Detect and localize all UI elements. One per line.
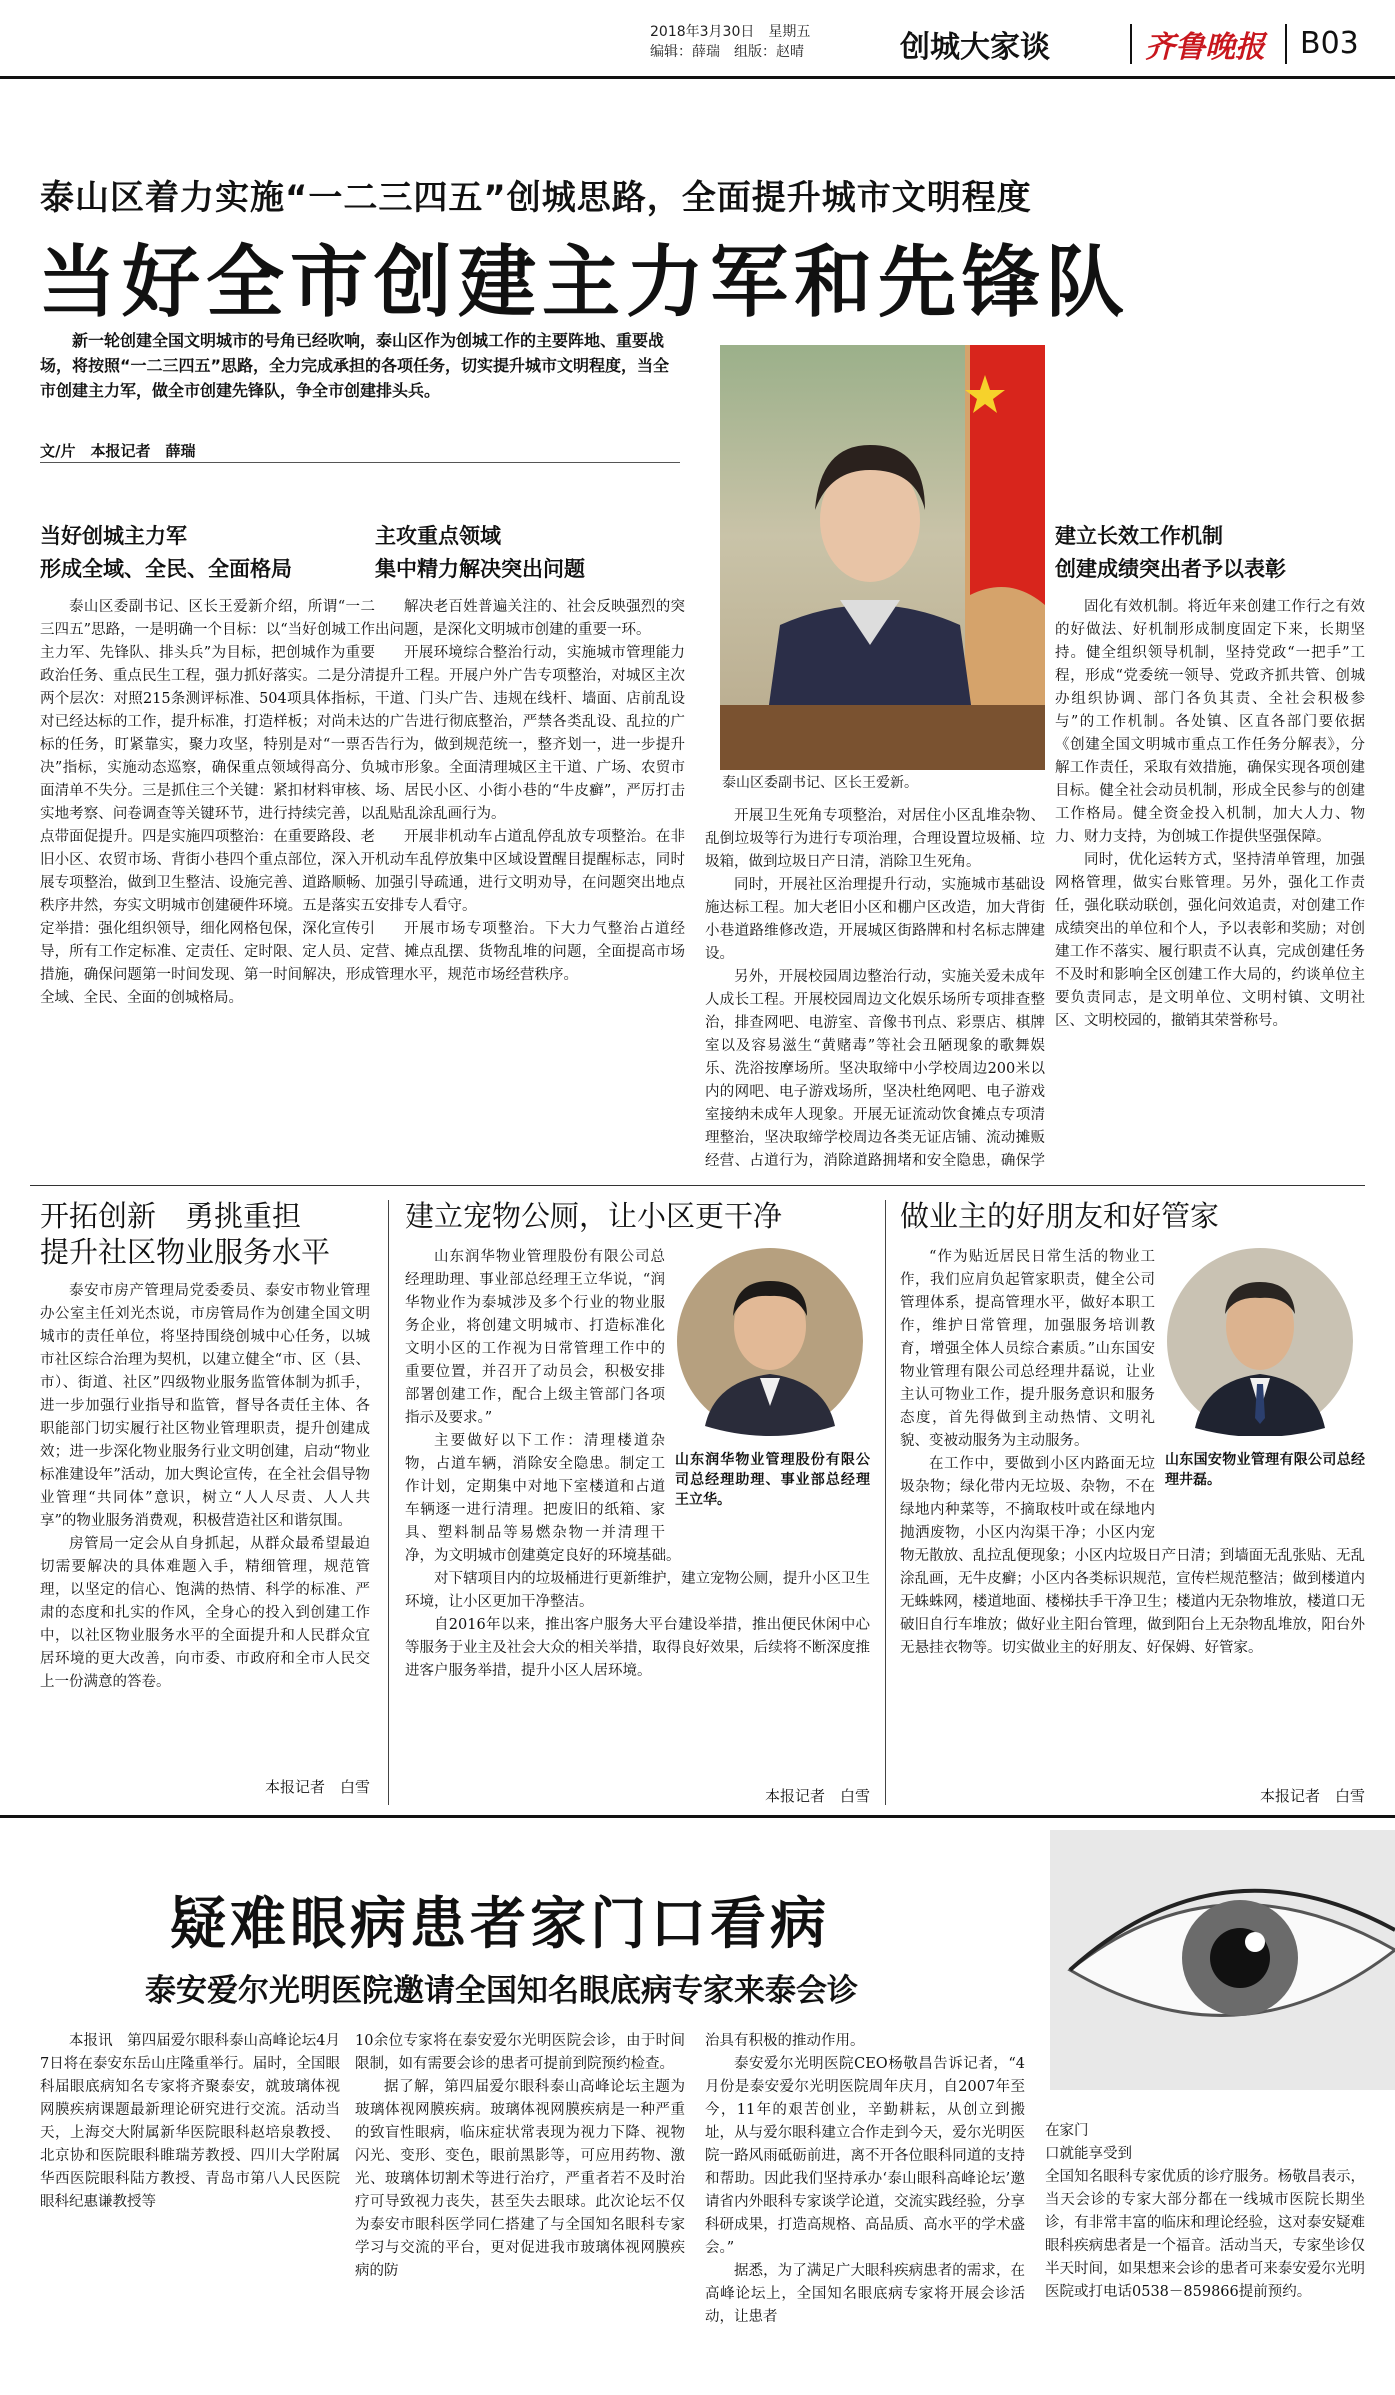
section-3-subtitle: 创建成绩突出者予以表彰 — [1055, 557, 1286, 581]
paragraph: 据悉，为了满足广大眼科疾病患者的需求，在高峰论坛上，全国知名眼底病专家将开展会诊活动，让患者 — [705, 2263, 1025, 2325]
photo-5-block — [675, 1246, 870, 1526]
section-4 — [40, 1198, 370, 1797]
page-number: B03 — [1300, 26, 1359, 61]
paragraph: 另外，开展校园周边整治行动，实施关爱未成年人成长工程。开展校园周边文化娱乐场所专项排查整治，排查网吧、电游室、音像书刊点、彩票店、棋牌室以及容易滋生“黄赌毒”等社会丑陋现象的歌舞娱乐、洗浴按摩场所。坚决取缔中小学校周边200米以内的网吧、电子游戏场所，坚决杜绝网吧、电子游戏室接纳未成年人现象。开展无证流动饮食摊点专项清理整治，坚决取缔学校周边各类无证店铺、流动摊贩经营、占道行为，消除道路拥堵和安全隐患，确保学 — [705, 969, 1045, 1169]
paragraph: 房管局一定会从自身抓起，从群众最希望最迫切需要解决的具体难题入手，精细管理，规范管理，以坚定的信心、饱满的热情、科学的标准、严肃的态度和扎实的作风，全身心的投入到创建工作中，以社区物业服务水平的全面提升和人民群众宜居环境的更大改善，向市委、市政府和全市人民交上一份满意的答卷。 — [40, 1536, 370, 1690]
paragraph: 开展市场专项整治。下大力气整治占道经营、摊点乱摆、货物乱堆的问题，全面提高市场管理水平，规范市场经营秩序。 — [375, 921, 685, 983]
lead-paragraph: 新一轮创建全国文明城市的号角已经吹响，泰山区作为创城工作的主要阵地、重要战场，将按照“一二三四五”思路，全力完成承担的各项任务，切实提升城市文明程度，当全市创建主力军，做全市创建先锋队，争全市创建排头兵。 — [40, 331, 670, 400]
section-6-body — [900, 1246, 1365, 1781]
header-divider — [1285, 24, 1287, 64]
paragraph: 解决老百姓普遍关注的、社会反映强烈的突出问题，是深化文明城市创建的重要一环。 — [375, 599, 685, 638]
header-date: 2018年3月30日 星期五 — [650, 24, 811, 40]
paragraph: 固化有效机制。将近年来创建工作行之有效的好做法、好机制形成制度固定下来，长期坚持。健全组织领导机制，坚持党政“一把手”工程，形成“党委统一领导、党政齐抓共管、创城办组织协调、部门各负其责、全社会积极参与”的工作机制。各处镇、区直各部门要依据《创建全国文明城市重点工作任务分解表》，分解工作责任，采取有效措施，确保实现各项创建目标。健全社会动员机制，形成全民参与的创建工作格局。健全资金投入机制，加大人力、物力、财力支持，为创城工作提供坚强保障。 — [1055, 599, 1365, 845]
paragraph: 10余位专家将在泰安爱尔光明医院会诊，由于时间限制，如有需要会诊的患者可提前到院预约检查。 — [355, 2033, 685, 2072]
paragraph: 据了解，第四届爱尔眼科泰山高峰论坛主题为玻璃体视网膜疾病。玻璃体视网膜疾病是一种严重的致盲性眼病，临床症状常表现为视力下降、视物闪光、变形、变色，眼前黑影等，可应用药物、激光、玻璃体切割术等进行治疗，严重者若不及时治疗可导致视力丧失，甚至失去眼球。此次论坛不仅为泰安市眼科医学同仁搭建了与全国知名眼科专家学习与交流的平台，更对促进我市玻璃体视网膜疾病的防 — [355, 2079, 685, 2279]
section-2-subtitle: 集中精力解决突出问题 — [375, 557, 585, 581]
paragraph: 全国知名眼科专家优质的诊疗服务。杨敬昌表示，当天会诊的专家大部分都在一线城市医院长期坐诊，有非常丰富的临床和理论经验，这对泰安疑难眼科疾病患者是一个福音。活动当天，专家坐诊仅半天时间，如果想来会诊的患者可来泰安爱尔光明医院或打电话0538－859866提前预约。 — [1045, 2169, 1365, 2300]
section-5 — [405, 1198, 870, 1806]
header-date-block — [650, 22, 810, 62]
paragraph: 自2016年以来，推出客户服务大平台建设举措，推出便民休闲中心等服务于业主及社会大众的相关举措，取得良好效果，后续将不断深度推进客户服务举措，提升小区人居环境。 — [405, 1617, 870, 1679]
headline-title: 当好全市创建主力军和先锋队 — [38, 238, 1131, 328]
paragraph: 治具有积极的推动作用。 — [705, 2033, 865, 2049]
section-4-signature: 本报记者 白雪 — [264, 1778, 370, 1796]
section-1-body — [40, 596, 375, 1010]
section-6-title: 做业主的好朋友和好管家 — [900, 1199, 1220, 1233]
section-2-body — [375, 596, 685, 1246]
headline-kicker: 泰山区着力实施“一二三四五”创城思路，全面提升城市文明程度 — [40, 178, 1032, 218]
section-1-title: 当好创城主力军 — [40, 524, 187, 548]
eye-icon — [1050, 1830, 1395, 2090]
section-2 — [375, 520, 685, 1246]
paragraph: 同时，优化运转方式，坚持清单管理，加强网格管理，做实台账管理。另外，强化工作责任，强化联动联创，强化问效追责，对创建工作成绩突出的单位和个人，予以表彰和奖励；对创建工作不落实、履行职责不认真，完成创建任务不及时和影响全区创建工作大局的，约谈单位主要负责同志，是文明单位、文明村镇、文明社区、文明校园的，撤销其荣誉称号。 — [1055, 852, 1365, 1029]
paragraph: 山东润华物业管理股份有限公司总经理助理、事业部总经理王立华说，“润华物业作为泰城涉及多个行业的物业服务企业，将创建文明城市、打造标准化文明小区的工作视为日常管理工作中的重要位置，并召开了动员会，积极安排部署创建工作，配合上级主管部门各项指示及要求。” — [405, 1249, 665, 1426]
paragraph: 同时，开展社区治理提升行动，实施城市基础设施达标工程。加大老旧小区和棚户区改造，加大背街小巷道路维修改造，开展城区街路牌和村名标志牌建设。 — [705, 877, 1045, 962]
ad-col4-line1: 在家门 — [1045, 2123, 1089, 2139]
photo-5-caption: 山东润华物业管理股份有限公司总经理助理、事业部总经理王立华。 — [675, 1452, 870, 1508]
paragraph: 泰安爱尔光明医院CEO杨敬昌告诉记者，“4月份是泰安爱尔光明医院周年庆月，自2007年至今，11年的艰苦创业，辛勤耕耘，从创立到搬址，从与爱尔眼科建立合作走到今天，爱尔光明医院一路风雨砥砺前进，离不开各位眼科同道的支持和帮助。因此我们坚持承办‘泰山眼科高峰论坛’邀请省内外眼科专家谈学论道，交流实践经验，分享科研成果，打造高规格、高品质、高水平的学术盛会。” — [705, 2056, 1025, 2256]
section-5-body — [405, 1246, 870, 1781]
paragraph: 对下辖项目内的垃圾桶进行更新维护，建立宠物公厕，提升小区卫生环境，让小区更加干净整洁。 — [405, 1571, 870, 1610]
section-6-signature: 本报记者 白雪 — [1259, 1787, 1365, 1805]
photo-6-block — [1165, 1246, 1365, 1526]
ad-column-2 — [355, 2030, 685, 2370]
section-4-body — [40, 1280, 370, 1770]
section-4-subtitle: 提升社区物业服务水平 — [40, 1235, 331, 1269]
section-5-title: 建立宠物公厕，让小区更干净 — [405, 1199, 783, 1233]
ad-subtitle: 泰安爱尔光明医院邀请全国知名眼底病专家来泰会诊 — [145, 1973, 858, 2009]
section-5-signature: 本报记者 白雪 — [764, 1787, 870, 1805]
section-2-title: 主攻重点领域 — [375, 524, 501, 548]
section-1 — [40, 520, 375, 1010]
section-1-subtitle: 形成全域、全民、全面格局 — [40, 557, 292, 581]
section-2-continued — [705, 805, 1045, 1175]
section-6 — [900, 1198, 1365, 1806]
ad-column-1 — [40, 2030, 340, 2214]
paragraph: 开展环境综合整治行动，实施城市管理能力提升工程。开展户外广告专项整治，对城区主次干道、门头广告、违规在线杆、墙面、店前乱设的广告进行彻底整治，严禁各类乱设、乱拉的广告行为，做到规范统一，整齐划一，进一步提升城市形象。全面清理城区主干道、广场、农贸市场、居民小区、小街小巷的“牛皮癣”，严厉打击乱贴乱涂乱画行为。 — [375, 645, 685, 822]
paragraph: 本报讯 第四届爱尔眼科泰山高峰论坛4月7日将在泰安东岳山庄隆重举行。届时，全国眼科届眼底病知名专家将齐聚泰安，就玻璃体视网膜疾病课题最新理论研究进行交流。活动当天，上海交大附属新华医院眼科赵培泉教授、北京协和医院眼科睢瑞芳教授、四川大学附属华西医院眼科陆方教授、青岛市第八人民医院眼科纪惠谦教授等 — [40, 2033, 340, 2210]
section-3-title: 建立长效工作机制 — [1055, 524, 1223, 548]
header-editors: 编辑：薛瑞 组版：赵晴 — [650, 44, 804, 60]
section-3 — [1055, 520, 1365, 1196]
portrait-illustration — [720, 345, 1045, 770]
section-4-title: 开拓创新 勇挑重担 — [40, 1199, 302, 1233]
header-divider — [1130, 24, 1132, 64]
paragraph: 泰安市房产管理局党委委员、泰安市物业管理办公室主任刘光杰说，市房管局作为创建全国文明城市的责任单位，将坚持围绕创城中心任务，以城市社区综合治理为契机，以建立健全“市、区（县、市）、街道、社区”四级物业服务监管体制为抓手，进一步加强行业指导和监管，督导各责任主体、各职能部门切实履行社区物业管理职责，提升创建成效；进一步深化物业服务行业文明创建，启动“物业标准建设年”活动，加大舆论宣传，在全社会倡导物业管理“共同体”意识，树立“人人尽责、人人共享”的物业服务消费观，积极营造社区和谐氛围。 — [40, 1283, 370, 1529]
byline: 文/片 本报记者 薛瑞 — [40, 442, 196, 460]
photo-manager-wang — [675, 1246, 865, 1436]
column-rule — [885, 1200, 886, 1805]
paragraph: 泰山区委副书记、区长王爱新介绍，所谓“一二三四五”思路，一是明确一个目标：以“当好创城工作主力军、先锋队、排头兵”为目标，把创城作为重要政治任务、重点民生工程，强力抓好落实。二是分清两个层次：对照215条测评标准、504项具体指标，对已经达标的工作，提升标准，打造样板；对尚未达标的任务，盯紧靠实，聚力攻坚，特别是对“一票否决”指标，实施动态巡察，确保重点领域得高分、负面清单不失分。三是抓住三个关键：紧扣材料审核、实地考察、问卷调查等关键环节，进行持续完善，以点带面促提升。四是实施四项整治：在重要路段、老旧小区、农贸市场、背街小巷四个重点部位，深入开展专项整治，做到卫生整洁、设施完善、道路顺畅、秩序井然，夯实文明城市创建硬件环境。五是落实五定举措：强化组织领导，细化网格包保，深化宣传引导，所有工作定标准、定责任、定时限、定人员、定措施，确保问题第一时间发现、第一时间解决，形成全域、全民、全面的创城格局。 — [40, 599, 375, 1006]
ad-column-3 — [705, 2030, 1025, 2370]
photo-district-head — [720, 345, 1045, 770]
eye-illustration — [1050, 1830, 1395, 2090]
column-title: 创城大家谈 — [900, 30, 1050, 65]
section-3-body — [1055, 596, 1365, 1196]
paragraph: 开展卫生死角专项整治，对居住小区乱堆杂物、乱倒垃圾等行为进行专项治理，合理设置垃圾桶、垃圾箱，做到垃圾日产日清，消除卫生死角。 — [705, 808, 1045, 870]
ad-col4-line2: 口就能享受到 — [1045, 2146, 1132, 2162]
section-rule — [30, 1185, 1365, 1186]
ad-column-4 — [1045, 2120, 1365, 2304]
photo-6-caption: 山东国安物业管理有限公司总经理井磊。 — [1165, 1452, 1365, 1488]
photo-1-caption: 泰山区委副书记、区长王爱新。 — [722, 775, 918, 791]
paragraph: “作为贴近居民日常生活的物业工作，我们应肩负起管家职责，健全公司管理体系，提高管理水平，做好本职工作，维护日常管理，加强服务培训教育，增强全体人员综合素质。”山东国安物业管理有限公司总经理井磊说，让业主认可物业工作，提升服务意识和服务态度，首先得做到主动热情、文明礼貌、变被动服务为主动服务。 — [900, 1249, 1155, 1449]
paragraph: 在工作中，要做到小区内路面无垃圾杂物；绿化带内无垃圾、杂物，不在绿地内种菜等，不摘取枝叶或在绿地内抛洒废物，小区内沟渠干净；小区内宠物无散放、乱拉乱便现象；小区内垃圾日产日清；到墙面无乱张贴、无乱涂乱画，无牛皮癣；小区内各类标识规范，宣传栏规范整洁；做到楼道内无蛛蛛网，楼道地面、楼梯扶手干净卫生；楼道内无杂物堆放，楼道口无破旧自行车堆放；做好业主阳台管理，做到阳台上无杂物乱堆放，阳台外无悬挂衣物等。切实做业主的好朋友、好保姆、好管家。 — [900, 1456, 1365, 1656]
ad-title: 疑难眼病患者家门口看病 — [170, 1892, 830, 1957]
header-rule — [0, 76, 1395, 79]
ad-top-rule — [0, 1815, 1395, 1818]
paragraph: 主要做好以下工作：清理楼道杂物，占道车辆，消除安全隐患。制定工作计划，定期集中对地下室楼道和占道车辆逐一进行清理。把废旧的纸箱、家具、塑料制品等易燃杂物一并清理干净，为文明城市创建奠定良好的环境基础。 — [405, 1433, 681, 1564]
photo-manager-jing — [1165, 1246, 1355, 1436]
brand-logo: 齐鲁晚报 — [1145, 30, 1265, 65]
column-rule — [388, 1200, 389, 1805]
paragraph: 开展非机动车占道乱停乱放专项整治。在非机动车乱停放集中区域设置醒目提醒标志，同时加强引导疏通，进行文明劝导，在问题突出地点安排专人看守。 — [375, 829, 685, 914]
byline-rule — [40, 462, 680, 463]
